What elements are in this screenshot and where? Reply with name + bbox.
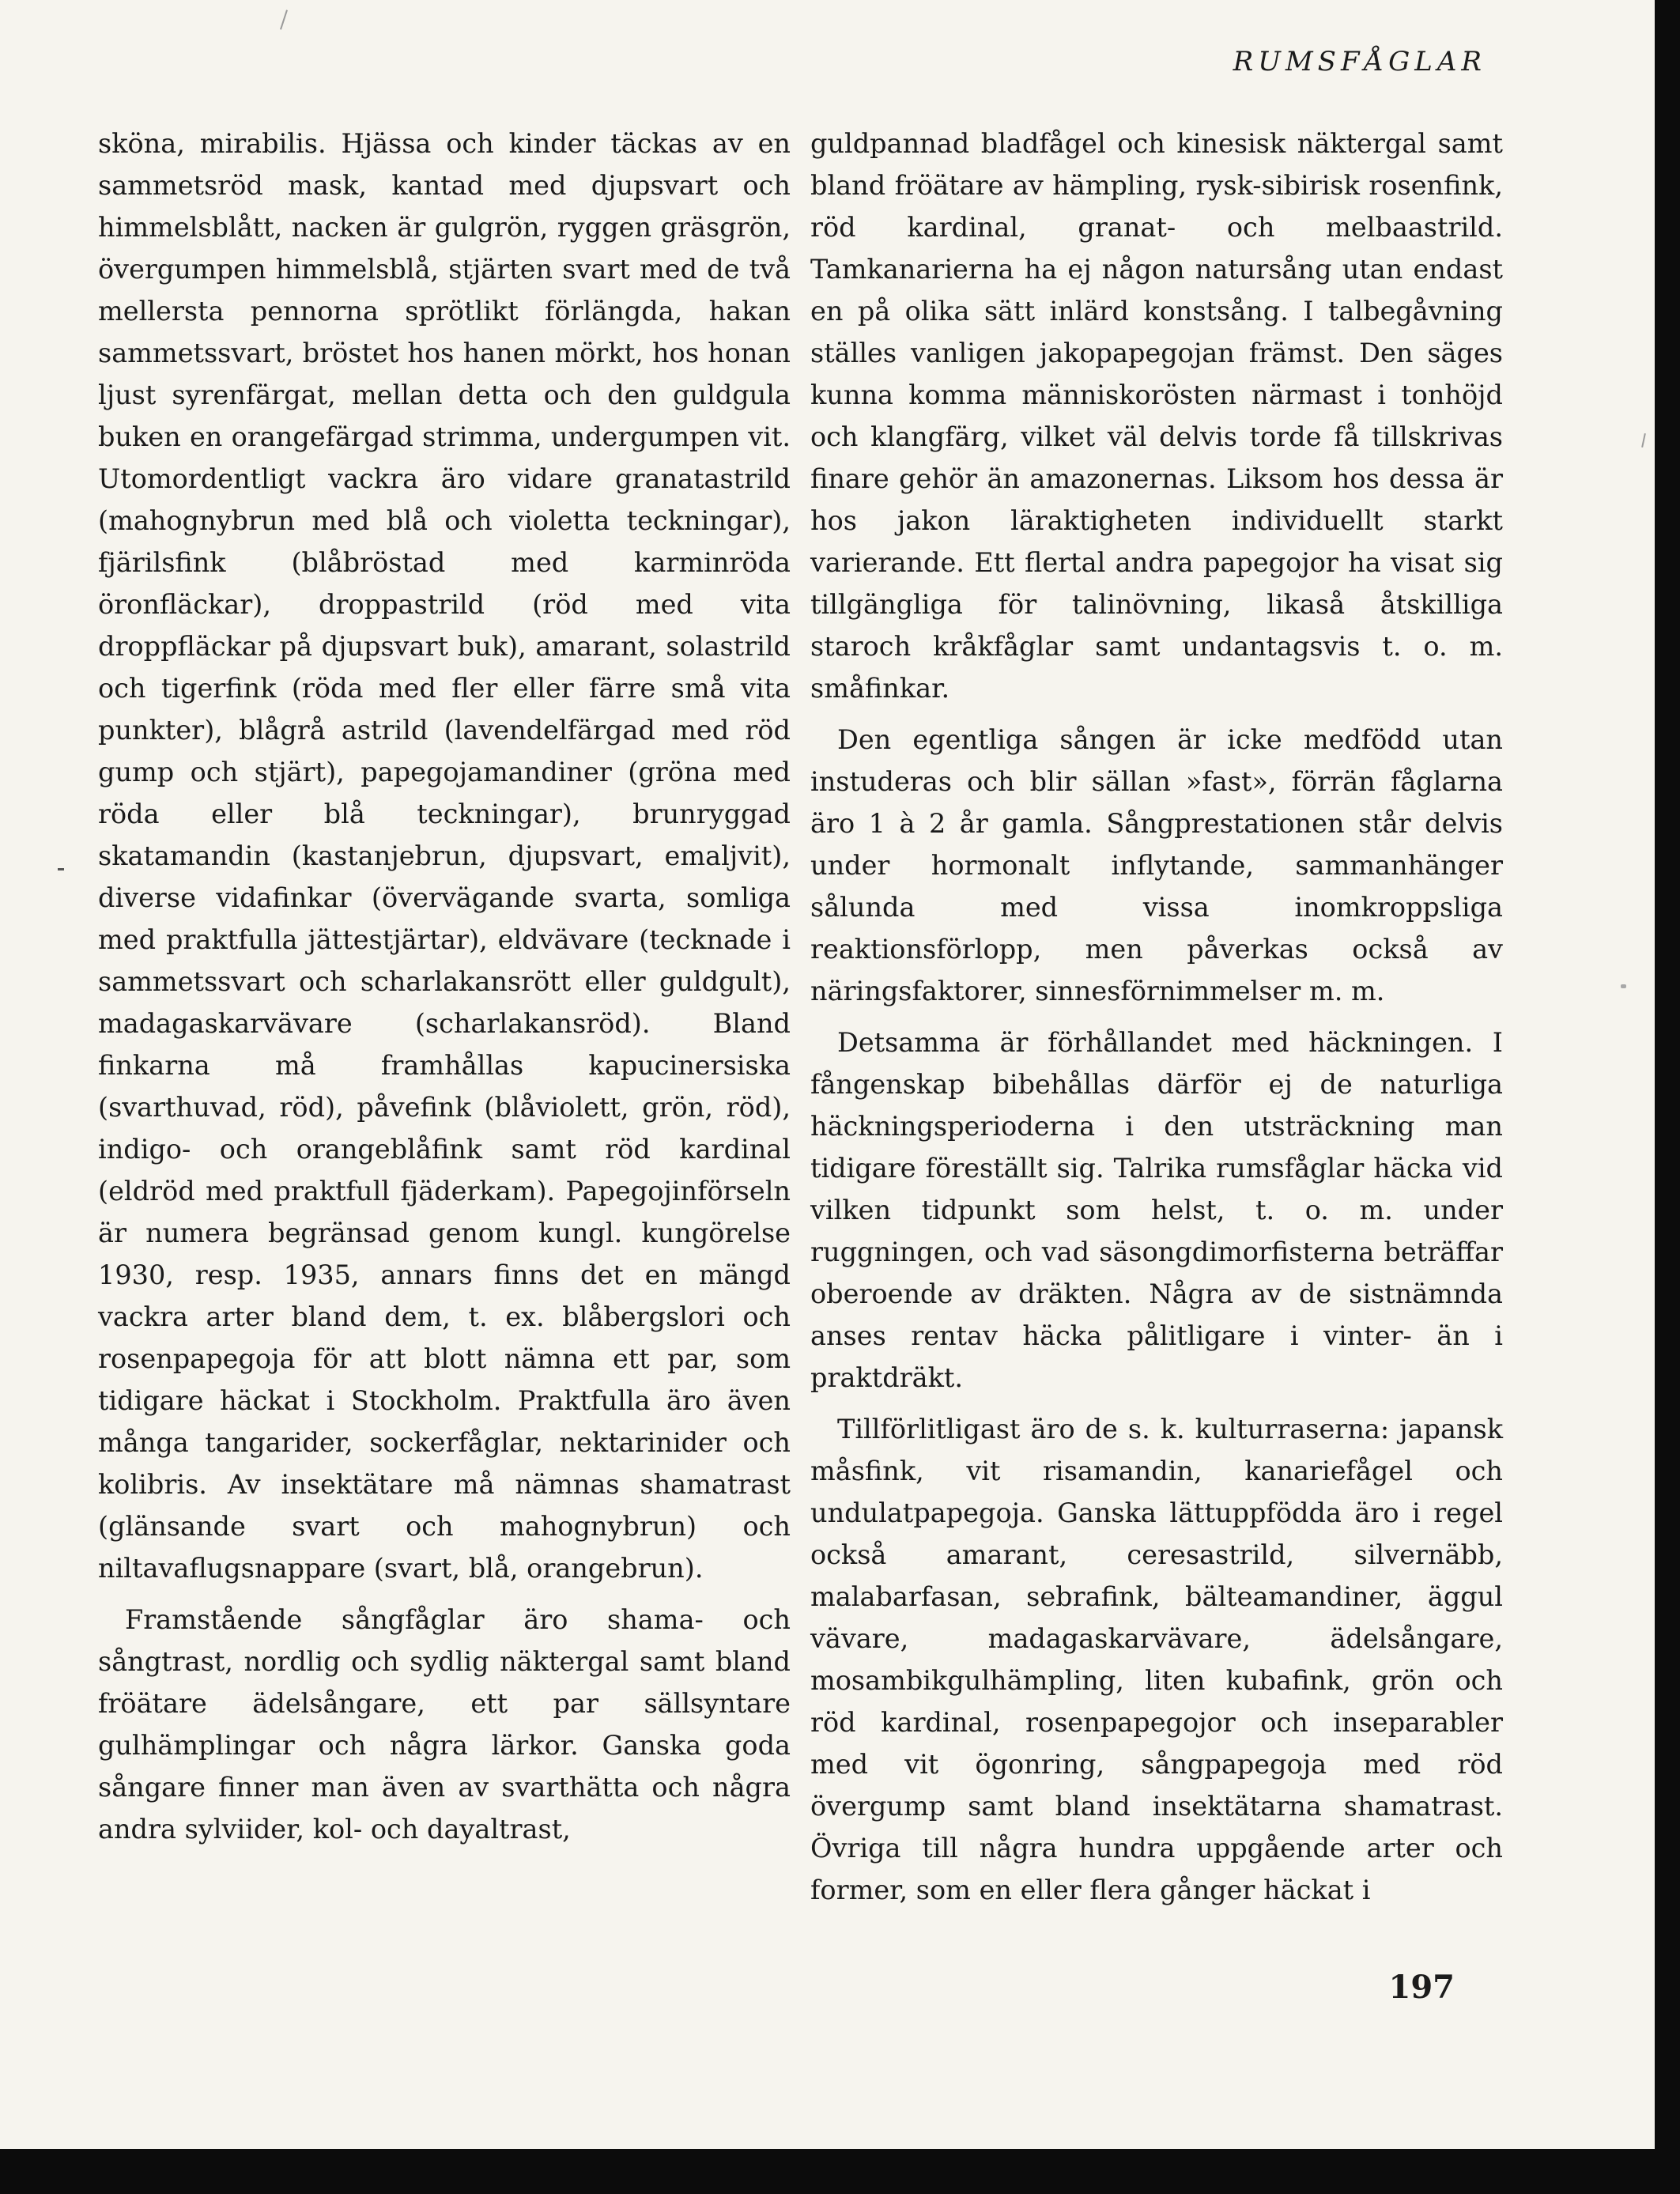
paragraph: Den egentliga sången är icke medfödd utan instuderas och blir sällan »fast», förrän fåglarna äro 1 à 2 år gamla. Sångprestationen står delvis under hormonalt inflytande, sammanhänger sålunda med vissa inomkroppsliga reaktionsförlopp, men påverkas också av näringsfaktorer, sinnesförnimmelser m. m. [810, 724, 1503, 1006]
page-number: 197 [1388, 1969, 1455, 2006]
scan-speck [1621, 984, 1626, 988]
scan-speck [58, 868, 64, 870]
paragraph: Framstående sångfåglar äro shama- och sångtrast, nordlig och sydlig näktergal samt bland fröätare ädelsångare, ett par sällsyntare gulhämplingar och några lärkor. Ganska goda sångare finner man även av svarthätta och några andra sylviider, kol- och dayaltrast, [98, 1604, 791, 1845]
left-column [98, 123, 791, 1860]
scan-speck [280, 9, 288, 29]
paragraph: sköna, mirabilis. Hjässa och kinder täckas av en sammetsröd mask, kantad med djupsvart och himmelsblått, nacken är gulgrön, ryggen gräsgrön, övergumpen himmelsblå, stjärten svart med de två mellersta pennorna sprötlikt förlängda, hakan sammetssvart, bröstet hos hanen mörkt, hos honan ljust syrenfärgat, mellan detta och den guldgula buken en orangefärgad strimma, undergumpen vit. Utomordentligt vackra äro vidare granatastrild (mahognybrun med blå och violetta teckningar), fjärilsfink (blåbröstad med karminröda öronfläckar), droppastrild (röd med vita droppfläckar på djupsvart buk), amarant, solastrild och tigerfink (röda med fler eller färre små vita punkter), blågrå astrild (lavendelfärgad med röd gump och stjärt), papegojamandiner (gröna med röda eller blå teckningar), brunryggad skatamandin (kastanjebrun, djupsvart, emaljvit), diverse vidafinkar (övervägande svarta, somliga med praktfulla jättestjärtar), eldvävare (tecknade i sammetssvart och scharlakansrött eller guldgult), madagaskarvävare (scharlakansröd). Bland finkarna må framhållas kapucinersiska (svarthuvad, röd), påvefink (blåviolett, grön, röd), indigo- och orangeblåfink samt röd kardinal (eldröd med praktfull fjäderkam). Papegojinförseln är numera begränsad genom kungl. kungörelse 1930, resp. 1935, annars finns det en mängd vackra arter bland dem, t. ex. blåbergslori och rosenpapegoja för att blott nämna ett par, som tidigare häckat i Stockholm. Praktfulla äro även många tangarider, sockerfåglar, nektarinider och kolibris. Av insektätare må nämnas shamatrast (glänsande svart och mahognybrun) och niltavaflugsnappare (svart, blå, orangebrun). [98, 128, 791, 1584]
scan-speck [1641, 433, 1646, 447]
paragraph: guldpannad bladfågel och kinesisk näktergal samt bland fröätare av hämpling, rysk-sibirisk rosenfink, röd kardinal, granat- och melbaastrild. Tamkanarierna ha ej någon natursång utan endast en på olika sätt inlärd konstsång. I talbegåvning ställes vanligen jakopapegojan främst. Den säges kunna komma människorösten närmast i tonhöjd och klangfärg, vilket väl delvis torde få tillskrivas finare gehör än amazonernas. Liksom hos dessa är hos jakon läraktigheten individuellt starkt varierande. Ett flertal andra papegojor ha visat sig tillgängliga för talinövning, likaså åtskilliga staroch kråkfåglar samt undantagsvis t. o. m. småfinkar. [810, 128, 1503, 704]
paragraph: Detsamma är förhållandet med häckningen. I fångenskap bibehållas därför ej de naturliga häckningsperioderna i den utsträckning man tidigare föreställt sig. Talrika rumsfåglar häcka vid vilken tidpunkt som helst, t. o. m. under ruggningen, och vad säsongdimorfisterna beträffar oberoende av dräkten. Några av de sistnämnda anses rentav häcka pålitligare i vinter- än i praktdräkt. [810, 1027, 1503, 1393]
running-head: RUMSFÅGLAR [1233, 46, 1486, 77]
right-column [810, 123, 1503, 1920]
paragraph: Tillförlitligast äro de s. k. kulturraserna: japansk måsfink, vit risamandin, kanariefågel och undulatpapegoja. Ganska lättuppfödda äro i regel också amarant, ceresastrild, silvernäbb, malabarfasan, sebrafink, bälteamandiner, äggul vävare, madagaskarvävare, ädelsångare, mosambikgulhämpling, liten kubafink, grön och röd kardinal, rosenpapegojor och inseparabler med vit ögonring, sångpapegoja med röd övergump samt bland insektätarna shamatrast. Övriga till några hundra uppgående arter och former, som en eller flera gånger häckat i [810, 1414, 1503, 1905]
